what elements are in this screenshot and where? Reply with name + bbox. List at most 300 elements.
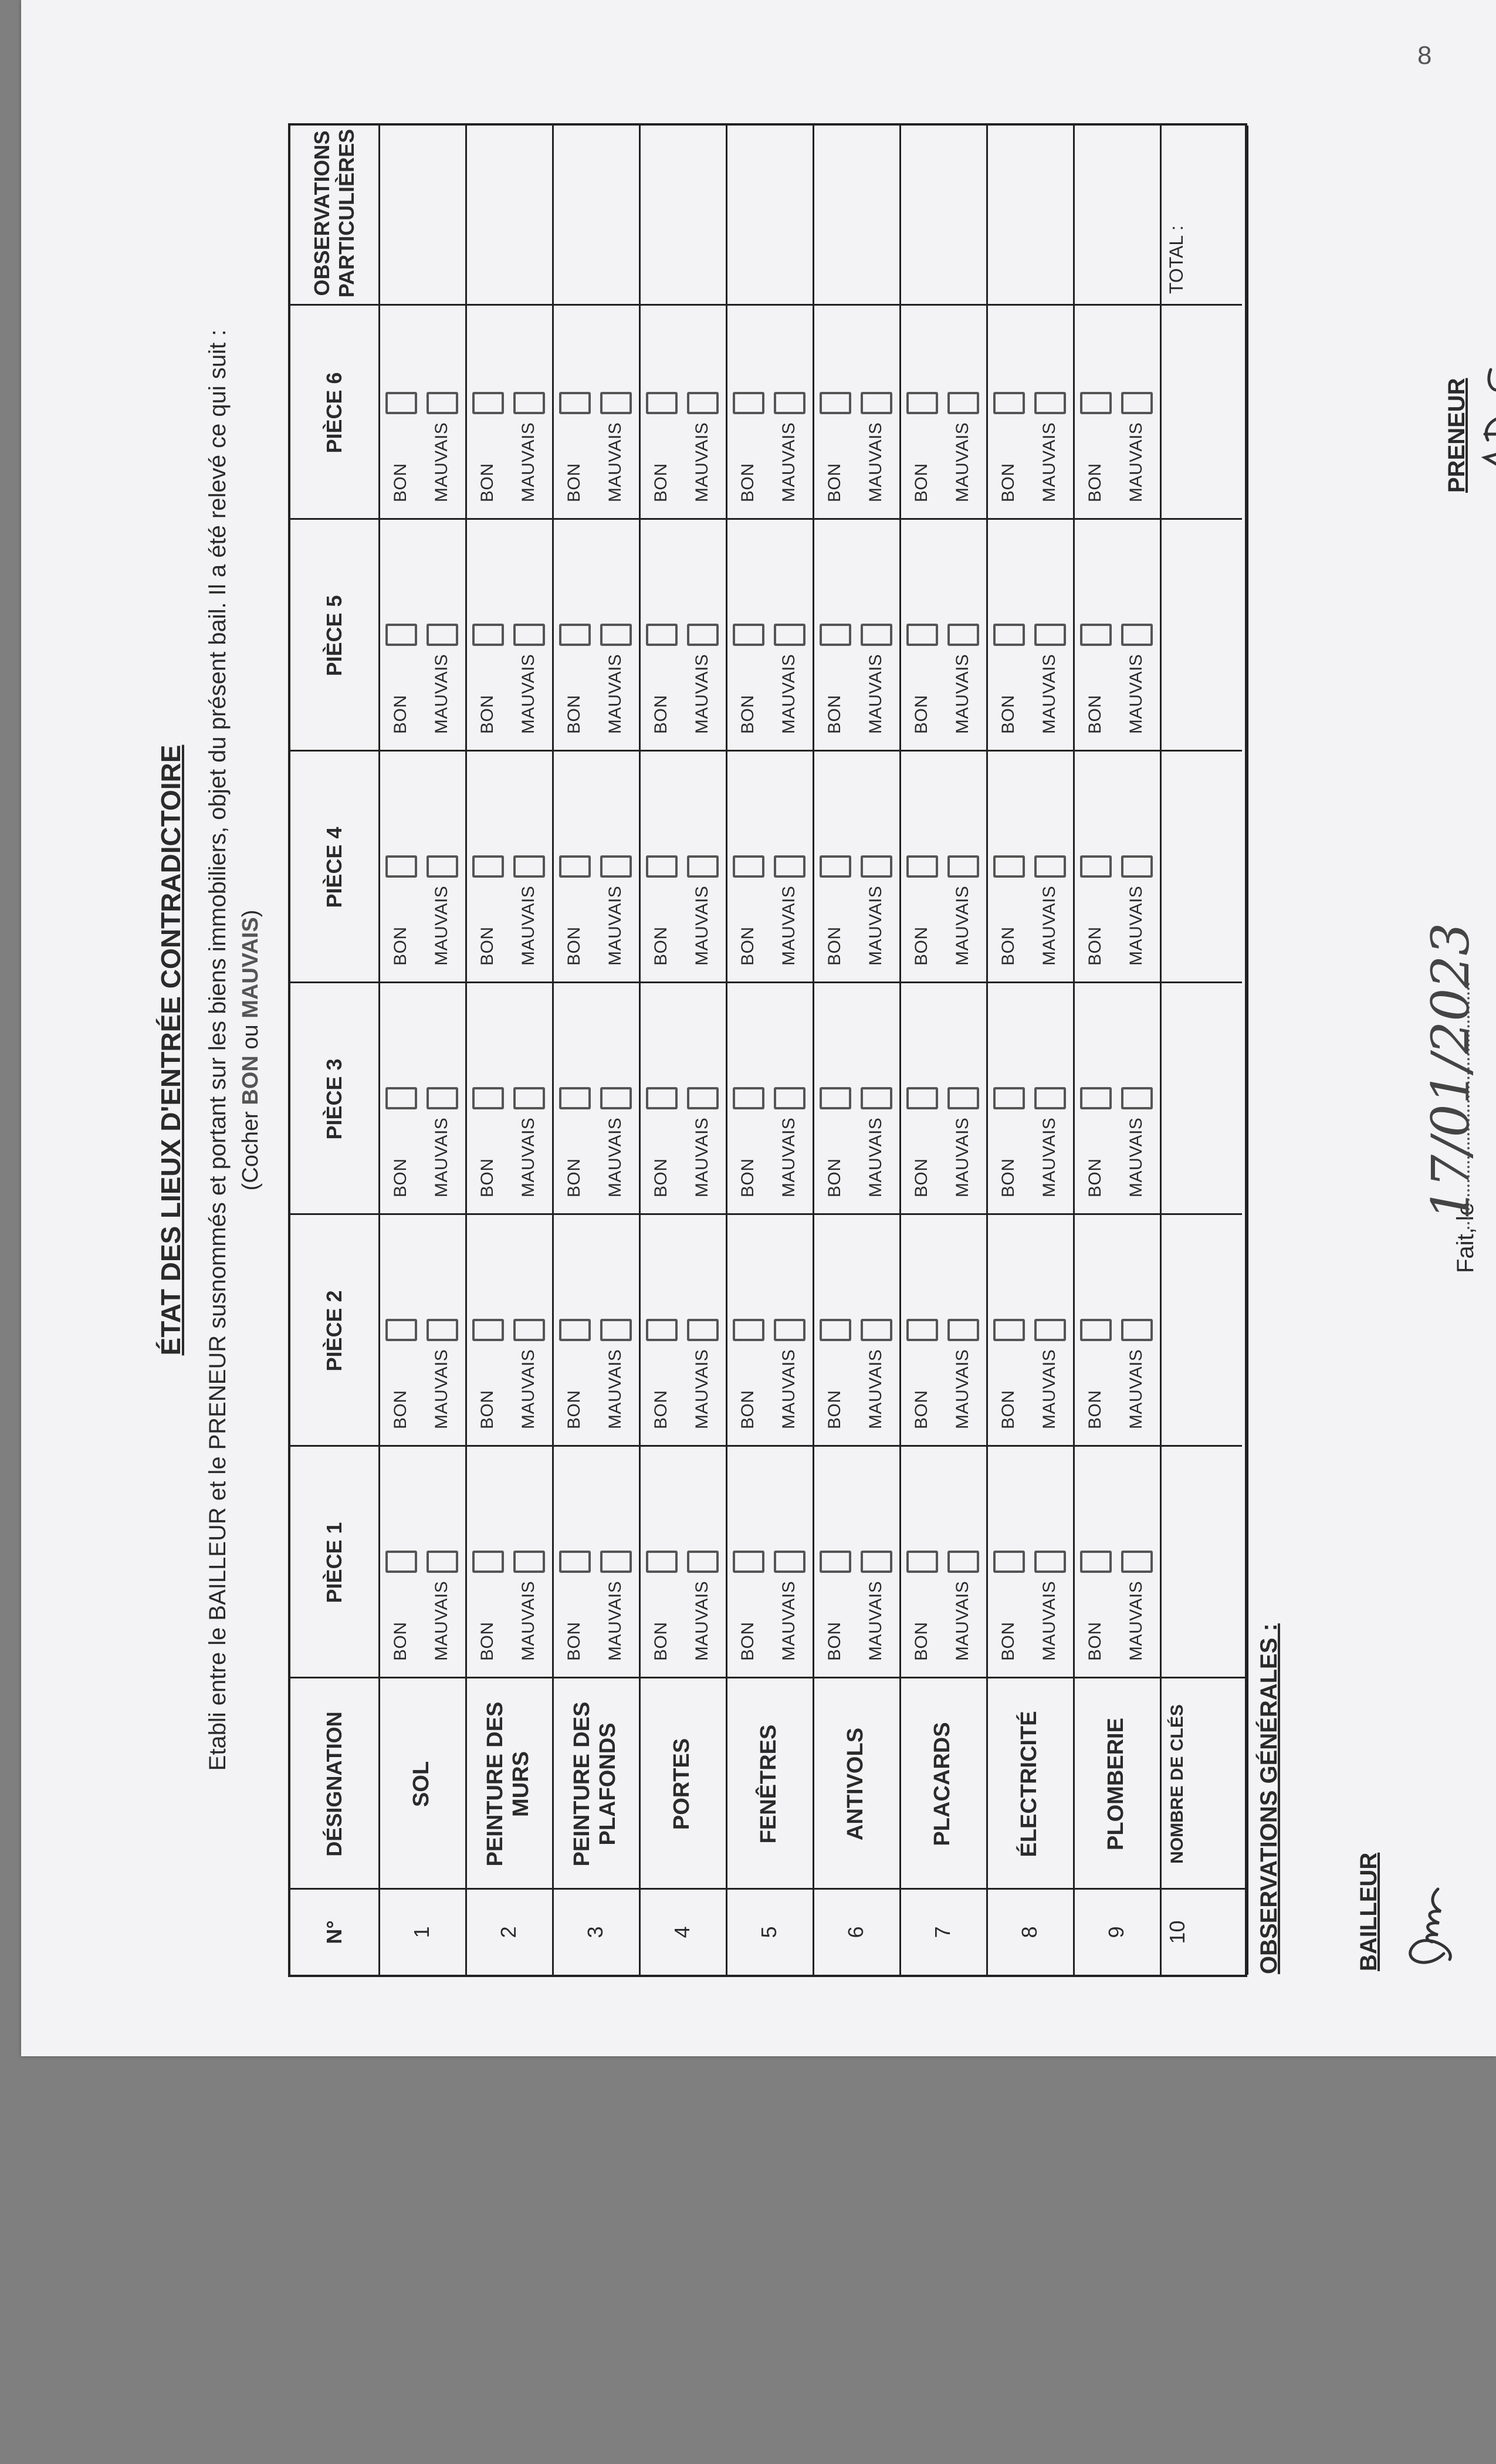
checkbox-mauvais[interactable] (1121, 855, 1153, 878)
checkbox-mauvais[interactable] (1121, 1087, 1153, 1109)
option-bon-label: BON (391, 926, 410, 966)
checkbox-bon[interactable] (559, 1551, 591, 1573)
checkbox-bon[interactable] (559, 1087, 591, 1109)
option-bon-label: BON (391, 1390, 410, 1429)
option-bon-label: BON (738, 1390, 757, 1429)
option-bon-label: BON (651, 1158, 671, 1197)
checkbox-bon[interactable] (646, 855, 678, 878)
option-mauvais-label: MAUVAIS (779, 1117, 798, 1197)
option-bon (557, 1390, 592, 1429)
option-mauvais-label: MAUVAIS (1040, 1349, 1059, 1429)
option-mauvais-label: MAUVAIS (1126, 422, 1146, 502)
option-mauvais-label: MAUVAIS (692, 654, 712, 734)
checkbox-mauvais[interactable] (513, 1087, 545, 1109)
checkbox-bon[interactable] (472, 392, 504, 414)
checkbox-mauvais[interactable] (600, 624, 632, 646)
option-bon (991, 1390, 1026, 1429)
option-mauvais-label: MAUVAIS (1126, 1349, 1146, 1429)
checkbox-bon[interactable] (559, 1319, 591, 1341)
option-bon (730, 695, 766, 734)
option-bon-label: BON (391, 463, 410, 502)
option-bon (1078, 1158, 1113, 1197)
option-mauvais-label: MAUVAIS (1126, 885, 1146, 966)
checkbox-bon[interactable] (993, 392, 1025, 414)
checkbox-mauvais[interactable] (861, 624, 892, 646)
checkbox-mauvais[interactable] (774, 392, 805, 414)
option-mauvais (771, 1349, 807, 1429)
option-bon (470, 695, 505, 734)
checkbox-bon[interactable] (1080, 1319, 1112, 1341)
option-bon-label: BON (912, 1158, 931, 1197)
option-mauvais-label: MAUVAIS (1126, 1117, 1146, 1197)
option-mauvais (685, 1581, 720, 1661)
checkbox-bon[interactable] (646, 1319, 678, 1341)
option-bon (557, 1622, 592, 1661)
checkbox-bon[interactable] (385, 1551, 417, 1573)
option-mauvais (1032, 1118, 1067, 1197)
option-mauvais (945, 1349, 980, 1429)
checkbox-bon[interactable] (1080, 624, 1112, 646)
option-mauvais-label: MAUVAIS (692, 422, 712, 502)
row-designation: PORTES (669, 1738, 695, 1830)
option-bon (383, 695, 418, 734)
row-number: 9 (1104, 1926, 1128, 1938)
row-number: 2 (496, 1926, 520, 1938)
checkbox-bon[interactable] (1080, 855, 1112, 878)
checkbox-mauvais[interactable] (600, 1087, 632, 1109)
checkbox-mauvais[interactable] (600, 1551, 632, 1573)
option-bon (817, 463, 852, 502)
checkbox-mauvais[interactable] (427, 1319, 458, 1341)
option-mauvais-label: MAUVAIS (519, 885, 538, 966)
option-mauvais-label: MAUVAIS (866, 1117, 885, 1197)
option-mauvais (511, 1349, 546, 1429)
header-piece-4: PIÈCE 4 (322, 827, 346, 908)
option-bon (644, 1622, 679, 1661)
option-mauvais-label: MAUVAIS (519, 654, 538, 734)
option-bon-label: BON (738, 463, 757, 502)
option-bon-label: BON (1085, 463, 1105, 502)
row-number: 7 (930, 1926, 955, 1938)
checkbox-mauvais[interactable] (687, 392, 719, 414)
option-mauvais (945, 1118, 980, 1197)
row-designation: SOL (409, 1761, 434, 1808)
option-bon-label: BON (564, 695, 584, 734)
checkbox-bon[interactable] (646, 1087, 678, 1109)
option-bon (1078, 926, 1113, 966)
checkbox-mauvais[interactable] (947, 1087, 979, 1109)
checkbox-bon[interactable] (733, 1551, 764, 1573)
option-bon-label: BON (564, 926, 584, 966)
checkbox-bon[interactable] (472, 855, 504, 878)
option-bon-label: BON (1085, 1390, 1105, 1429)
option-mauvais-label: MAUVAIS (432, 1349, 451, 1429)
option-mauvais-label: MAUVAIS (432, 422, 451, 502)
checkbox-bon[interactable] (993, 624, 1025, 646)
checkbox-bon[interactable] (559, 855, 591, 878)
option-mauvais-label: MAUVAIS (1040, 885, 1059, 966)
option-bon-label: BON (999, 1390, 1018, 1429)
checkbox-mauvais[interactable] (1034, 392, 1066, 414)
checkbox-mauvais[interactable] (861, 1319, 892, 1341)
row-designation: PEINTURE DES MURS (483, 1701, 533, 1867)
checkbox-mauvais[interactable] (774, 1087, 805, 1109)
checkbox-bon[interactable] (472, 1319, 504, 1341)
option-bon-label: BON (825, 695, 844, 734)
option-bon (730, 1622, 766, 1661)
instruction-prefix: (Cocher (238, 1111, 263, 1191)
checkbox-bon[interactable] (906, 855, 938, 878)
option-mauvais (1119, 422, 1154, 502)
option-mauvais (685, 422, 720, 502)
option-mauvais-label: MAUVAIS (866, 1349, 885, 1429)
option-bon-label: BON (825, 1390, 844, 1429)
checkbox-bon[interactable] (993, 855, 1025, 878)
checkbox-bon[interactable] (733, 624, 764, 646)
checkbox-bon[interactable] (1080, 1551, 1112, 1573)
option-bon (904, 695, 939, 734)
option-bon-label: BON (999, 1158, 1018, 1197)
checkbox-mauvais[interactable] (600, 1319, 632, 1341)
checkbox-mauvais[interactable] (774, 855, 805, 878)
checkbox-mauvais[interactable] (513, 1551, 545, 1573)
landlord-label: BAILLEUR (1356, 1852, 1382, 1971)
option-mauvais (1032, 654, 1067, 734)
option-bon-label: BON (825, 1158, 844, 1197)
option-mauvais (511, 886, 546, 966)
option-mauvais-label: MAUVAIS (605, 1349, 625, 1429)
option-bon (730, 1158, 766, 1197)
checkbox-bon[interactable] (733, 1319, 764, 1341)
option-bon-label: BON (651, 695, 671, 734)
instruction-ou: ou (238, 1024, 263, 1050)
option-bon-label: BON (391, 1158, 410, 1197)
option-bon (383, 463, 418, 502)
option-mauvais-label: MAUVAIS (692, 1117, 712, 1197)
checkbox-mauvais[interactable] (1121, 624, 1153, 646)
row-number: 1 (409, 1926, 434, 1938)
option-mauvais (511, 654, 546, 734)
checkbox-mauvais[interactable] (427, 392, 458, 414)
option-mauvais (858, 654, 893, 734)
option-mauvais (1119, 1349, 1154, 1429)
option-bon-label: BON (912, 926, 931, 966)
header-piece-2: PIÈCE 2 (322, 1290, 346, 1372)
checkbox-bon[interactable] (993, 1319, 1025, 1341)
option-bon (644, 695, 679, 734)
row-number: 4 (670, 1926, 694, 1938)
option-mauvais-label: MAUVAIS (605, 1117, 625, 1197)
row-designation: PLOMBERIE (1104, 1718, 1129, 1850)
checkbox-mauvais[interactable] (1034, 1087, 1066, 1109)
option-mauvais-label: MAUVAIS (866, 885, 885, 966)
checkbox-bon[interactable] (733, 855, 764, 878)
option-bon (644, 1390, 679, 1429)
option-mauvais (511, 422, 546, 502)
option-bon (904, 1158, 939, 1197)
checkbox-mauvais[interactable] (947, 392, 979, 414)
option-mauvais (424, 1349, 459, 1429)
keys-row-number: 10 (1165, 1920, 1189, 1944)
checkbox-mauvais[interactable] (947, 1551, 979, 1573)
checkbox-bon[interactable] (472, 624, 504, 646)
checkbox-bon[interactable] (733, 1087, 764, 1109)
option-mauvais (685, 1349, 720, 1429)
option-mauvais-label: MAUVAIS (432, 654, 451, 734)
option-mauvais-label: MAUVAIS (605, 654, 625, 734)
option-mauvais-label: MAUVAIS (779, 1580, 798, 1661)
checkbox-bon[interactable] (820, 855, 851, 878)
option-mauvais (511, 1118, 546, 1197)
checkbox-mauvais[interactable] (513, 392, 545, 414)
option-bon-label: BON (825, 926, 844, 966)
option-bon-label: BON (1085, 1622, 1105, 1661)
checkbox-mauvais[interactable] (1121, 1551, 1153, 1573)
option-mauvais (858, 886, 893, 966)
option-bon-label: BON (478, 463, 497, 502)
checkbox-mauvais[interactable] (947, 855, 979, 878)
total-label: TOTAL : (1166, 225, 1187, 294)
check-instruction (234, 82, 267, 2018)
checkbox-bon[interactable] (646, 392, 678, 414)
option-bon (470, 1622, 505, 1661)
header-num: N° (322, 1920, 346, 1944)
checkbox-bon[interactable] (906, 392, 938, 414)
checkbox-mauvais[interactable] (774, 624, 805, 646)
option-mauvais-label: MAUVAIS (519, 1117, 538, 1197)
option-mauvais (945, 1581, 980, 1661)
option-mauvais-label: MAUVAIS (1126, 654, 1146, 734)
option-bon-label: BON (391, 695, 410, 734)
option-bon (1078, 463, 1113, 502)
checkbox-mauvais[interactable] (687, 1319, 719, 1341)
checkbox-bon[interactable] (820, 1087, 851, 1109)
checkbox-mauvais[interactable] (774, 1319, 805, 1341)
option-bon (991, 926, 1026, 966)
option-bon-label: BON (999, 695, 1018, 734)
option-mauvais (598, 1349, 633, 1429)
option-mauvais-label: MAUVAIS (605, 1580, 625, 1661)
fait-le-label: Fait, le (1453, 1202, 1478, 1273)
column-divider (290, 1213, 1242, 1215)
option-mauvais-label: MAUVAIS (1040, 422, 1059, 502)
checkbox-mauvais[interactable] (947, 1319, 979, 1341)
option-mauvais-label: MAUVAIS (953, 422, 972, 502)
option-bon (991, 1158, 1026, 1197)
option-mauvais (858, 1581, 893, 1661)
checkbox-mauvais[interactable] (1121, 392, 1153, 414)
checkbox-mauvais[interactable] (513, 624, 545, 646)
column-divider (290, 304, 1242, 306)
checkbox-mauvais[interactable] (427, 1551, 458, 1573)
option-mauvais-label: MAUVAIS (779, 885, 798, 966)
checkbox-bon[interactable] (385, 1087, 417, 1109)
option-bon (383, 1390, 418, 1429)
option-bon-label: BON (738, 695, 757, 734)
checkbox-bon[interactable] (559, 392, 591, 414)
option-mauvais-label: MAUVAIS (953, 654, 972, 734)
checkbox-bon[interactable] (385, 1319, 417, 1341)
option-bon (817, 1158, 852, 1197)
option-mauvais-label: MAUVAIS (692, 885, 712, 966)
option-mauvais (424, 886, 459, 966)
option-bon (557, 926, 592, 966)
option-bon-label: BON (651, 926, 671, 966)
checkbox-mauvais[interactable] (427, 855, 458, 878)
option-mauvais-label: MAUVAIS (953, 1117, 972, 1197)
column-divider (290, 1445, 1242, 1447)
row-number: 3 (583, 1926, 607, 1938)
checkbox-bon[interactable] (906, 1319, 938, 1341)
checkbox-bon[interactable] (993, 1087, 1025, 1109)
option-mauvais (685, 1118, 720, 1197)
option-bon (1078, 1390, 1113, 1429)
option-mauvais-label: MAUVAIS (692, 1349, 712, 1429)
option-mauvais (511, 1581, 546, 1661)
checkbox-mauvais[interactable] (861, 1551, 892, 1573)
option-bon-label: BON (999, 926, 1018, 966)
document-page (21, 0, 1496, 2056)
checkbox-mauvais[interactable] (427, 1087, 458, 1109)
checkbox-mauvais[interactable] (774, 1551, 805, 1573)
option-bon (470, 926, 505, 966)
checkbox-mauvais[interactable] (687, 1087, 719, 1109)
option-bon-label: BON (825, 463, 844, 502)
option-mauvais-label: MAUVAIS (953, 885, 972, 966)
option-mauvais-label: MAUVAIS (866, 1580, 885, 1661)
checkbox-bon[interactable] (820, 392, 851, 414)
checkbox-bon[interactable] (820, 1319, 851, 1341)
checkbox-mauvais[interactable] (687, 855, 719, 878)
option-bon (470, 463, 505, 502)
checkbox-bon[interactable] (385, 624, 417, 646)
option-mauvais (1119, 654, 1154, 734)
option-bon-label: BON (999, 463, 1018, 502)
option-bon (730, 1390, 766, 1429)
row-designation: FENÊTRES (756, 1724, 781, 1844)
option-bon-label: BON (564, 1622, 584, 1661)
checkbox-mauvais[interactable] (861, 1087, 892, 1109)
option-bon (991, 1622, 1026, 1661)
form-title: ÉTAT DES LIEUX D'ENTRÉE CONTRADICTOIRE (155, 744, 186, 1356)
option-mauvais (1119, 886, 1154, 966)
tenant-signature (1473, 358, 1496, 493)
option-bon (991, 695, 1026, 734)
checkbox-mauvais[interactable] (1034, 1551, 1066, 1573)
checkbox-mauvais[interactable] (1034, 1319, 1066, 1341)
header-piece-6: PIÈCE 6 (322, 372, 346, 453)
option-mauvais (1032, 886, 1067, 966)
option-mauvais-label: MAUVAIS (866, 422, 885, 502)
checkbox-mauvais[interactable] (861, 392, 892, 414)
option-bon (644, 463, 679, 502)
checkbox-mauvais[interactable] (513, 855, 545, 878)
checkbox-mauvais[interactable] (600, 855, 632, 878)
checkbox-bon[interactable] (472, 1551, 504, 1573)
inventory-table (288, 123, 1247, 1977)
option-mauvais (945, 654, 980, 734)
checkbox-bon[interactable] (385, 392, 417, 414)
checkbox-mauvais[interactable] (687, 1551, 719, 1573)
checkbox-mauvais[interactable] (600, 392, 632, 414)
checkbox-bon[interactable] (646, 1551, 678, 1573)
checkbox-bon[interactable] (559, 624, 591, 646)
option-bon (383, 1622, 418, 1661)
row-number: 5 (757, 1926, 781, 1938)
option-bon (1078, 695, 1113, 734)
option-mauvais (945, 886, 980, 966)
option-bon (383, 1158, 418, 1197)
option-bon (644, 1158, 679, 1197)
checkbox-bon[interactable] (646, 624, 678, 646)
checkbox-bon[interactable] (1080, 392, 1112, 414)
option-mauvais-label: MAUVAIS (519, 1580, 538, 1661)
checkbox-mauvais[interactable] (1034, 624, 1066, 646)
checkbox-mauvais[interactable] (427, 624, 458, 646)
option-bon (470, 1390, 505, 1429)
checkbox-bon[interactable] (472, 1087, 504, 1109)
option-bon-label: BON (651, 1390, 671, 1429)
checkbox-bon[interactable] (906, 624, 938, 646)
option-mauvais-label: MAUVAIS (605, 422, 625, 502)
option-bon (991, 463, 1026, 502)
option-mauvais (858, 1118, 893, 1197)
option-mauvais-label: MAUVAIS (519, 422, 538, 502)
checkbox-bon[interactable] (820, 624, 851, 646)
option-mauvais-label: MAUVAIS (953, 1580, 972, 1661)
checkbox-bon[interactable] (385, 855, 417, 878)
checkbox-mauvais[interactable] (861, 855, 892, 878)
checkbox-mauvais[interactable] (513, 1319, 545, 1341)
option-bon-label: BON (478, 1390, 497, 1429)
option-mauvais (424, 422, 459, 502)
checkbox-bon[interactable] (733, 392, 764, 414)
checkbox-bon[interactable] (820, 1551, 851, 1573)
option-bon-label: BON (738, 926, 757, 966)
option-bon-label: BON (1085, 1158, 1105, 1197)
checkbox-mauvais[interactable] (947, 624, 979, 646)
option-mauvais-label: MAUVAIS (605, 885, 625, 966)
checkbox-mauvais[interactable] (1121, 1319, 1153, 1341)
checkbox-bon[interactable] (1080, 1087, 1112, 1109)
row-designation: PEINTURE DES PLAFONDS (570, 1701, 620, 1867)
row-number: 8 (1017, 1926, 1041, 1938)
checkbox-bon[interactable] (993, 1551, 1025, 1573)
checkbox-mauvais[interactable] (687, 624, 719, 646)
instruction-bon: BON (238, 1055, 263, 1105)
option-bon-label: BON (738, 1622, 757, 1661)
option-mauvais (858, 422, 893, 502)
option-mauvais-label: MAUVAIS (866, 654, 885, 734)
option-bon (904, 463, 939, 502)
option-mauvais-label: MAUVAIS (432, 1580, 451, 1661)
option-bon-label: BON (564, 463, 584, 502)
option-bon-label: BON (391, 1622, 410, 1661)
option-mauvais (598, 422, 633, 502)
option-bon (904, 926, 939, 966)
option-bon-label: BON (651, 463, 671, 502)
option-bon-label: BON (478, 695, 497, 734)
row-designation: ÉLECTRICITÉ (1017, 1711, 1042, 1857)
option-mauvais (771, 886, 807, 966)
checkbox-bon[interactable] (906, 1087, 938, 1109)
option-mauvais (424, 1118, 459, 1197)
option-mauvais-label: MAUVAIS (432, 1117, 451, 1197)
option-mauvais (424, 1581, 459, 1661)
checkbox-bon[interactable] (906, 1551, 938, 1573)
option-bon-label: BON (1085, 695, 1105, 734)
checkbox-mauvais[interactable] (1034, 855, 1066, 878)
